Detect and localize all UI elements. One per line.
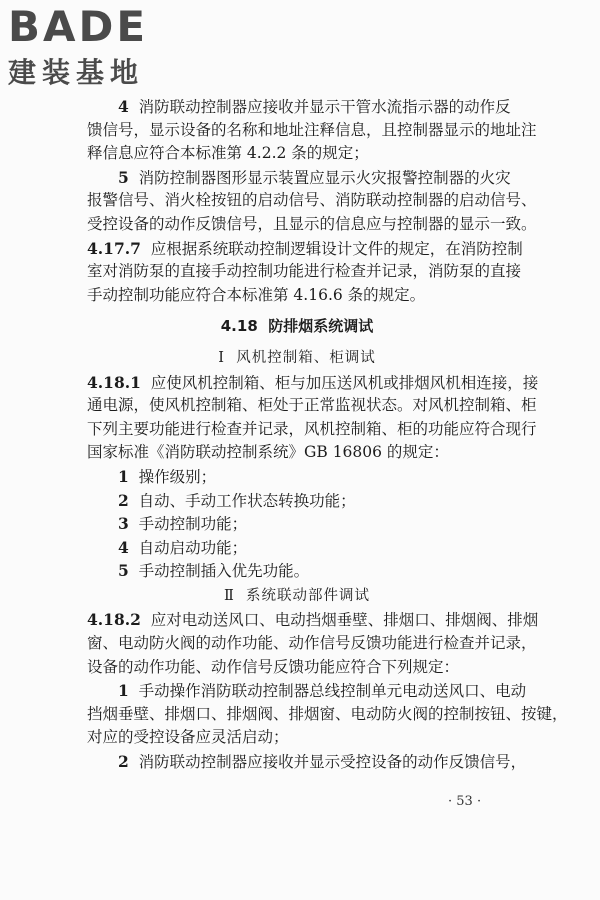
subsection-heading xyxy=(87,585,507,609)
list-text: 手动控制插入优先功能。 xyxy=(138,562,310,581)
item-number: 1 xyxy=(118,681,129,701)
item-number: 5 xyxy=(118,167,129,187)
paragraph-line xyxy=(87,608,539,632)
page-number: · 53 · xyxy=(448,794,482,809)
watermark-brand: BADE xyxy=(8,2,149,51)
list-number: 4 xyxy=(118,537,129,557)
paragraph-line xyxy=(87,750,527,774)
paragraph-line xyxy=(87,166,511,190)
list-number: 3 xyxy=(118,514,129,534)
section-heading xyxy=(87,315,507,339)
paragraph-text: 应根据系统联动控制逻辑设计文件的规定，在消防控制 xyxy=(150,239,523,258)
list-item xyxy=(87,465,507,489)
paragraph-line: 手动控制功能应符合本标准第 4.16.6 条的规定。 xyxy=(87,285,426,304)
paragraph-line: 窗、电动防火阀的动作功能、动作信号反馈功能进行检查并记录， xyxy=(87,634,537,653)
subsection-heading xyxy=(87,347,507,371)
paragraph-text: 应使风机控制箱、柜与加压送风机或排烟风机相连接，接 xyxy=(150,373,539,392)
paragraph-line: 下列主要功能进行检查并记录，风机控制箱、柜的功能应符合现行 xyxy=(87,419,537,438)
subsection-title: 风机控制箱、柜调试 xyxy=(236,349,376,366)
paragraph-line: 通电源，使风机控制箱、柜处于正常监视状态。对风机控制箱、柜 xyxy=(87,396,537,415)
subsection-roman: Ⅰ xyxy=(218,349,225,366)
item-number: 4 xyxy=(118,97,129,116)
section-number: 4.18 xyxy=(220,317,258,336)
list-text: 自动、手动工作状态转换功能； xyxy=(138,491,356,510)
paragraph-line: 设备的动作功能、动作信号反馈功能应符合下列规定： xyxy=(87,657,460,676)
list-text: 手动控制功能； xyxy=(138,515,248,534)
section-title: 防排烟系统调试 xyxy=(268,317,374,336)
paragraph-line: 对应的受控设备应灵活启动； xyxy=(87,728,289,747)
paragraph-line xyxy=(87,237,523,261)
paragraph-line: 馈信号，显示设备的名称和地址注释信息，且控制器显示的地址注 xyxy=(87,120,537,139)
list-text: 自动启动功能； xyxy=(138,538,248,557)
subsection-title: 系统联动部件调试 xyxy=(246,587,371,604)
paragraph-text: 消防控制器图形显示装置应显示火灾报警控制器的火灾 xyxy=(138,168,511,187)
list-text: 操作级别； xyxy=(138,467,217,486)
list-item xyxy=(87,536,507,560)
paragraph-line xyxy=(87,95,511,119)
paragraph-line: 国家标准《消防联动控制系统》GB 16806 的规定： xyxy=(87,443,449,462)
watermark-logo xyxy=(6,4,176,94)
watermark-subtitle: 建装基地 xyxy=(8,56,145,89)
paragraph-text: 消防联动控制器应接收并显示干管水流指示器的动作反 xyxy=(138,98,511,116)
document-body xyxy=(87,95,568,774)
clause-number: 4.18.1 xyxy=(87,372,141,392)
paragraph-line: 释信息应符合本标准第 4.2.2 条的规定； xyxy=(87,144,369,163)
list-number: 5 xyxy=(118,561,129,581)
clause-number: 4.18.2 xyxy=(87,610,141,630)
paragraph-line: 受控设备的动作反馈信号，且显示的信息应与控制器的显示一致。 xyxy=(87,214,537,233)
list-number: 2 xyxy=(118,490,129,510)
list-number: 1 xyxy=(118,466,129,486)
paragraph-line: 报警信号、消火栓按钮的启动信号、消防联动控制器的启动信号、 xyxy=(87,191,537,210)
paragraph-text: 消防联动控制器应接收并显示受控设备的动作反馈信号， xyxy=(138,753,527,772)
paragraph-text: 手动操作消防联动控制器总线控制单元电动送风口、电动 xyxy=(138,682,527,701)
paragraph-line: 室对消防泵的直接手动控制功能进行检查并记录，消防泵的直接 xyxy=(87,262,522,281)
paragraph-text: 应对电动送风口、电动挡烟垂壁、排烟口、排烟阀、排烟 xyxy=(150,611,539,630)
subsection-roman: Ⅱ xyxy=(223,587,235,604)
paragraph-line xyxy=(87,679,527,703)
list-item xyxy=(87,512,507,536)
paragraph-line: 挡烟垂壁、排烟口、排烟阀、排烟窗、电动防火阀的控制按钮、按键， xyxy=(87,704,568,723)
paragraph-line xyxy=(87,371,539,395)
list-item xyxy=(87,489,507,513)
clause-number: 4.17.7 xyxy=(87,238,141,258)
list-item xyxy=(87,559,507,583)
item-number: 2 xyxy=(118,752,129,772)
